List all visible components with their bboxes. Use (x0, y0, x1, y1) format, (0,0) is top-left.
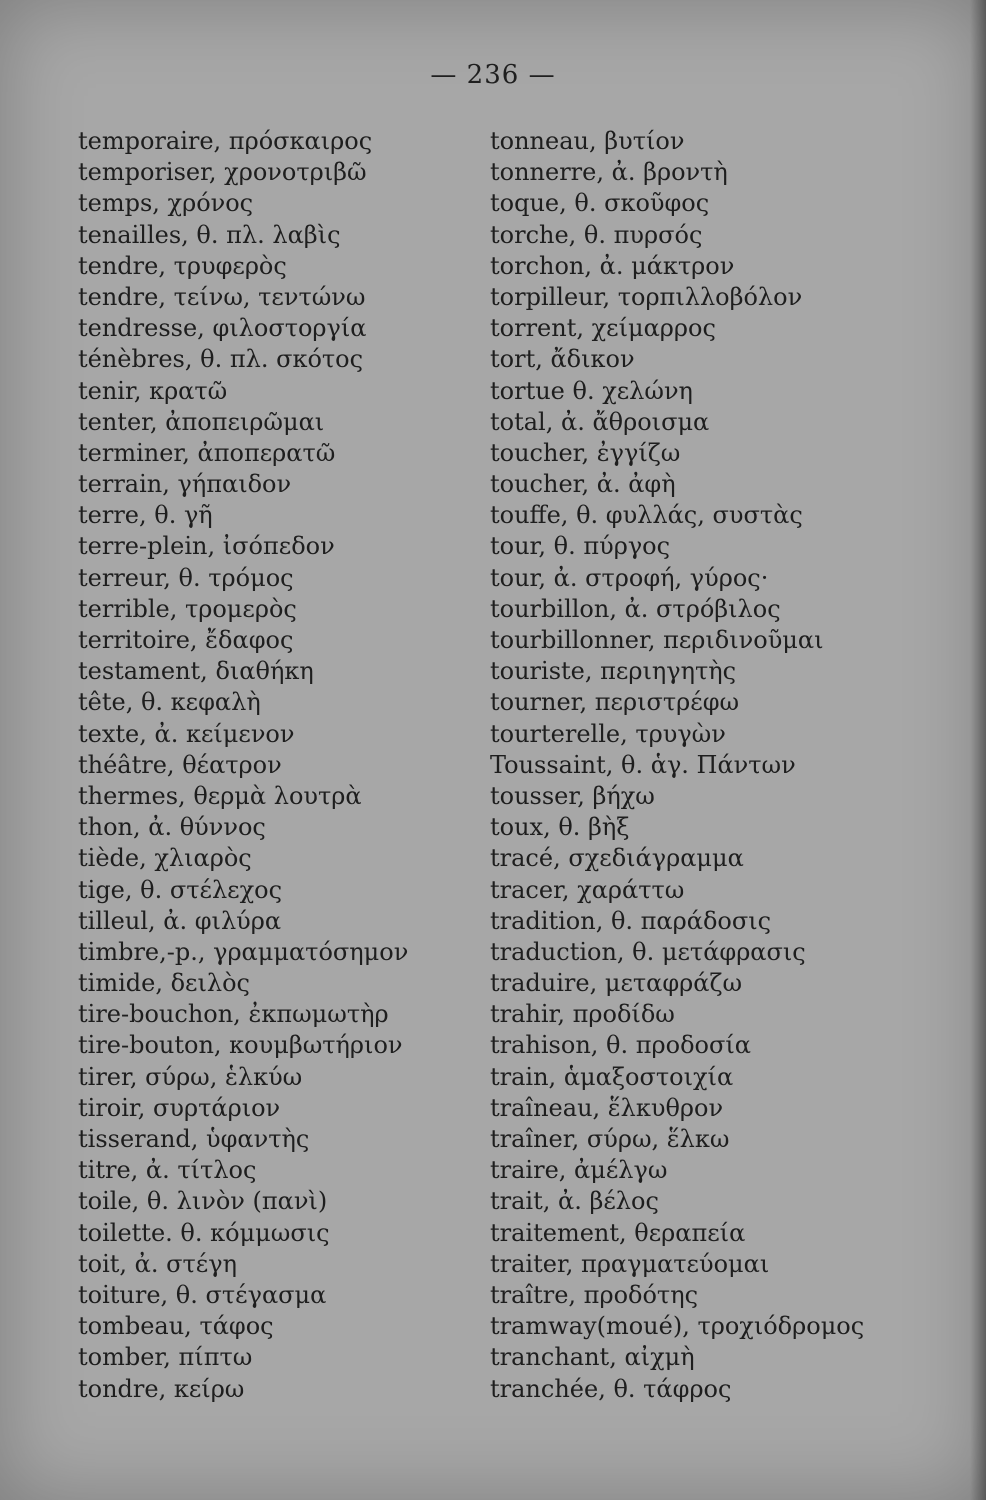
dictionary-entry: tour, θ. πύργος (490, 532, 671, 561)
right-column (490, 126, 864, 1405)
dictionary-entry: terrain, γήπαιδον (78, 470, 292, 499)
dictionary-entry: tête, θ. κεφαλὴ (78, 688, 261, 717)
dictionary-entry: toile, θ. λινὸν (πανὶ) (78, 1187, 328, 1216)
dictionary-entry: texte, ἀ. κείμενον (78, 719, 295, 748)
dictionary-entry: touffe, θ. φυλλάς, συστὰς (490, 501, 803, 530)
dictionary-entry: traître, προδότης (490, 1280, 699, 1309)
dictionary-entry: terre, θ. γῆ (78, 501, 213, 530)
dictionary-entry: tendresse, φιλοστοργία (78, 314, 367, 343)
dictionary-entry: torpilleur, τορπιλλοβόλον (490, 282, 803, 311)
dictionary-entry: testament, διαθήκη (78, 657, 314, 686)
dictionary-entry: tonnerre, ἀ. βροντὴ (490, 158, 728, 187)
dictionary-entry: trait, ἀ. βέλος (490, 1187, 659, 1216)
dictionary-entry: tige, θ. στέλεχος (78, 875, 283, 904)
dictionary-entry: toit, ἀ. στέγη (78, 1249, 237, 1278)
dictionary-entry: trahison, θ. προδοσία (490, 1031, 751, 1060)
dictionary-entry: tramway(moué), τροχιόδρομος (490, 1312, 865, 1341)
dictionary-entry: toilette. θ. κόμμωσις (78, 1218, 330, 1247)
dictionary-entry: trahir, προδίδω (490, 1000, 675, 1029)
dictionary-entry: Toussaint, θ. ἁγ. Πάντων (490, 750, 796, 779)
dictionary-entry: tortue θ. χελώνη (490, 376, 693, 405)
dictionary-entry: tourbillonner, περιδινοῦμαι (490, 626, 824, 654)
dictionary-entry: terreur, θ. τρόμος (78, 563, 294, 592)
dictionary-entry: toucher, ἀ. ἀφὴ (490, 470, 676, 499)
dictionary-entry: tourterelle, τρυγὼν (490, 719, 726, 748)
dictionary-entry: tomber, πίπτω (78, 1343, 253, 1372)
dictionary-entry: tirer, σύρω, ἑλκύω (78, 1062, 303, 1091)
dictionary-entry: tour, ἀ. στροφή, γύρος· (490, 563, 769, 592)
dictionary-entry: tiède, χλιαρὸς (78, 844, 252, 873)
dictionary-entry: traduire, μεταφράζω (490, 969, 743, 998)
dictionary-entry: traîner, σύρω, ἕλκω (490, 1125, 730, 1153)
dictionary-entry: tonneau, βυτίον (490, 127, 685, 155)
dictionary-entry: tire-bouton, κουμβωτήριον (78, 1031, 403, 1060)
dictionary-entry: traduction, θ. μετάφρασις (490, 937, 806, 966)
dictionary-entry: traîneau, ἕλκυθρον (490, 1093, 724, 1122)
dictionary-entry: traiter, πραγματεύομαι (490, 1249, 770, 1278)
dictionary-entry: tousser, βήχω (490, 781, 655, 810)
dictionary-entry: tenailles, θ. πλ. λαβὶς (78, 220, 341, 249)
dictionary-entry: torchon, ἀ. μάκτρον (490, 251, 735, 280)
dictionary-entry: ténèbres, θ. πλ. σκότος (78, 345, 364, 374)
dictionary-entry: toque, θ. σκοῦφος (490, 189, 710, 218)
dictionary-entry: tradition, θ. παράδοσις (490, 906, 772, 935)
dictionary-entry: tenter, ἀποπειρῶμαι (78, 407, 325, 436)
dictionary-entry: torrent, χείμαρρος (490, 314, 716, 343)
dictionary-entry: tisserand, ὑφαντὴς (78, 1125, 310, 1153)
dictionary-entry: temporaire, πρόσκαιρος (78, 127, 373, 155)
dictionary-entry: tranchée, θ. τάφρος (490, 1374, 732, 1403)
dictionary-entry: thermes, θερμὰ λουτρὰ (78, 781, 362, 810)
dictionary-entry: tilleul, ἀ. φιλύρα (78, 906, 282, 935)
dictionary-entry: timide, δειλὸς (78, 969, 250, 998)
dictionary-entry: théâtre, θέατρον (78, 750, 282, 779)
page-number: — 236 — (430, 60, 556, 90)
dictionary-entry: territoire, ἔδαφος (78, 626, 294, 654)
dictionary-entry: tondre, κείρω (78, 1374, 245, 1403)
dictionary-entry: temporiser, χρονοτριβῶ (78, 158, 367, 187)
dictionary-entry: thon, ἀ. θύννος (78, 813, 266, 842)
dictionary-entry: terrible, τρομερὸς (78, 594, 297, 623)
dictionary-entry: timbre,-p., γραμματόσημον (78, 937, 409, 966)
dictionary-entry: toucher, ἐγγίζω (490, 438, 681, 467)
dictionary-entry: terminer, ἀποπερατῶ (78, 438, 336, 467)
left-column (78, 126, 408, 1405)
dictionary-entry: tiroir, συρτάριον (78, 1093, 281, 1122)
dictionary-entry: touriste, περιηγητὴς (490, 657, 737, 686)
dictionary-entry: tendre, τείνω, τεντώνω (78, 282, 366, 311)
dictionary-entry: tombeau, τάφος (78, 1312, 274, 1341)
dictionary-entry: torche, θ. πυρσός (490, 220, 703, 249)
dictionary-entry: tort, ἄδικον (490, 345, 635, 374)
dictionary-entry: tracé, σχεδιάγραμμα (490, 844, 744, 873)
dictionary-entry: titre, ἀ. τίτλος (78, 1156, 257, 1185)
dictionary-entry: tendre, τρυφερὸς (78, 251, 287, 280)
dictionary-entry: tranchant, αἰχμὴ (490, 1343, 695, 1372)
dictionary-entry: total, ἀ. ἄθροισμα (490, 407, 710, 436)
dictionary-entry: toiture, θ. στέγασμα (78, 1280, 327, 1309)
dictionary-entry: tracer, χαράττω (490, 875, 685, 904)
dictionary-entry: tourbillon, ἀ. στρόβιλος (490, 594, 781, 623)
dictionary-entry: tire-bouchon, ἐκπωμωτὴρ (78, 1000, 389, 1029)
dictionary-entry: tourner, περιστρέφω (490, 688, 740, 717)
dictionary-entry: train, ἁμαξοστοιχία (490, 1062, 734, 1091)
dictionary-entry: traitement, θεραπεία (490, 1218, 746, 1247)
dictionary-entry: terre-plein, ἰσόπεδον (78, 532, 335, 561)
dictionary-entry: traire, ἀμέλγω (490, 1156, 668, 1185)
dictionary-entry: tenir, κρατῶ (78, 376, 228, 405)
dictionary-entry: toux, θ. βὴξ (490, 813, 630, 842)
dictionary-entry: temps, χρόνος (78, 189, 254, 218)
